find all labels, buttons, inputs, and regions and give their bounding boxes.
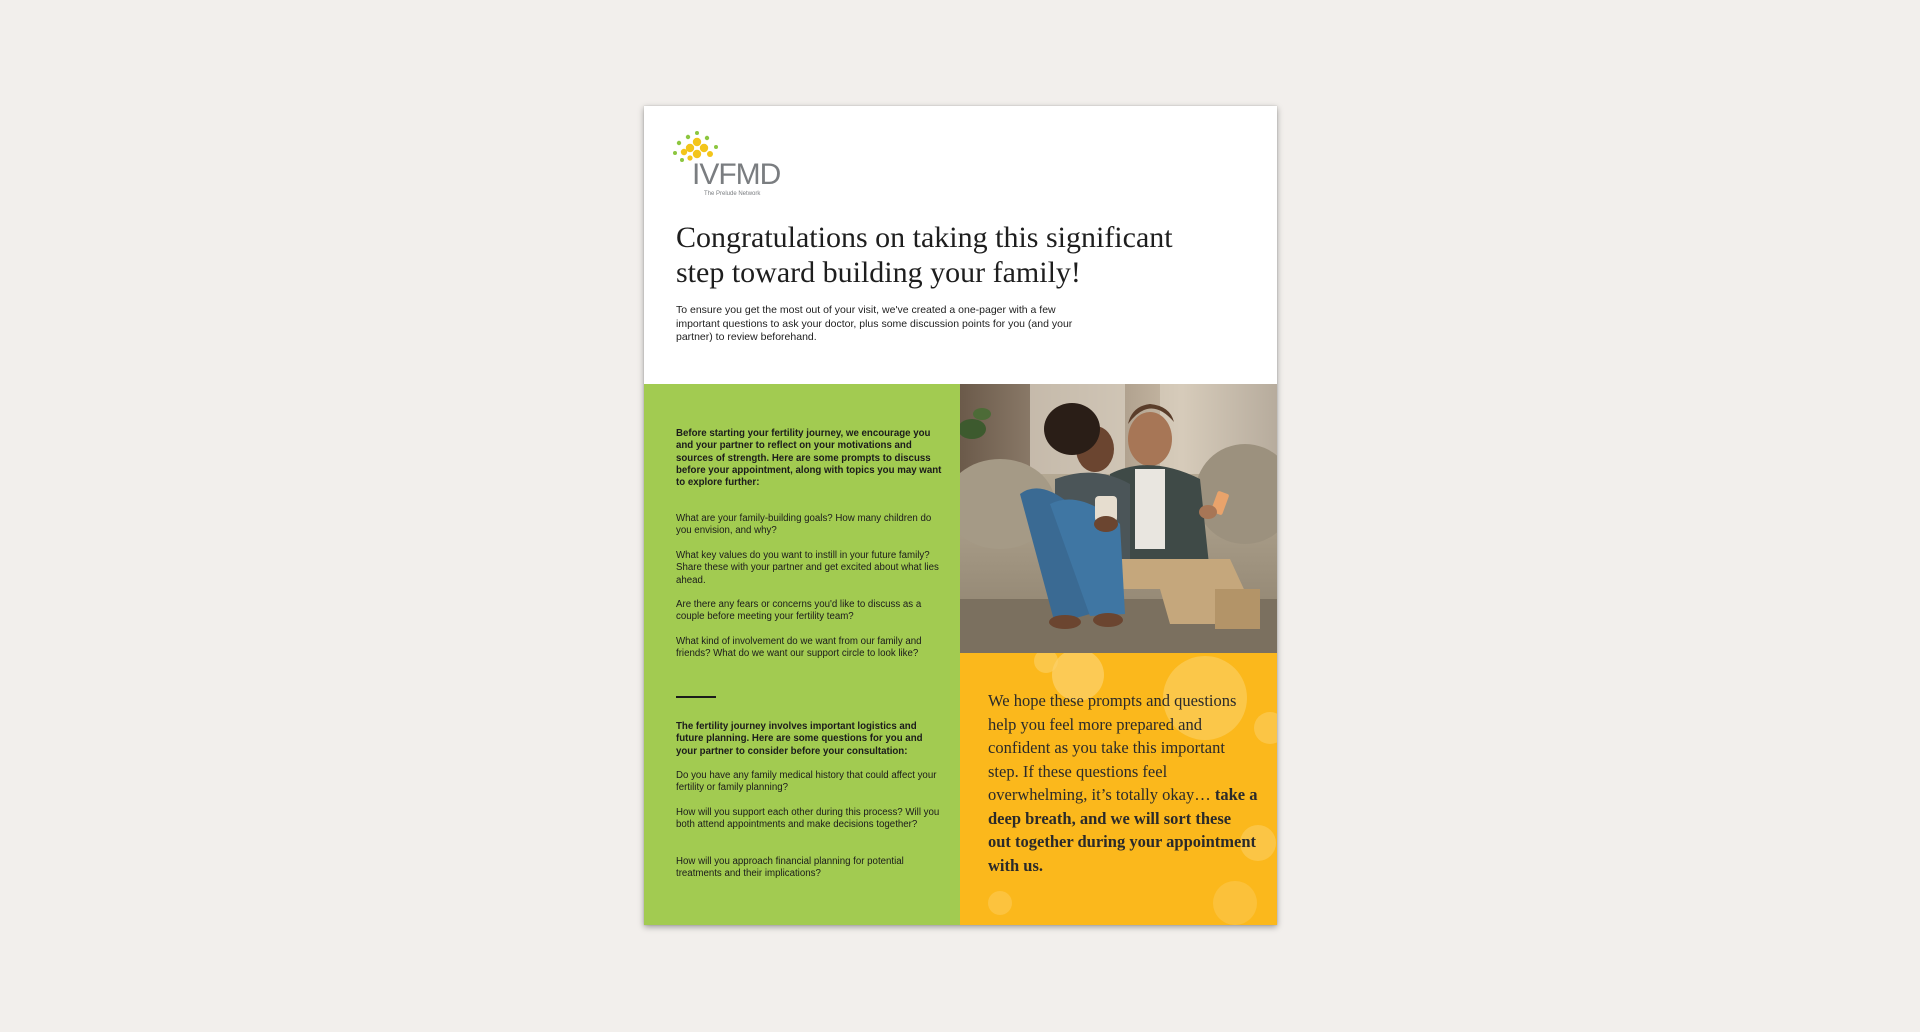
quote-regular: We hope these prompts and questions help you feel more prepared and confident as you take this important step. If these questions feel overwhelming, it’s totally okay… — [988, 691, 1237, 804]
planning-question: How will you support each other during this process? Will you both attend appointments and make decisions together? — [676, 807, 940, 831]
logo-wordmark: IVFMD — [692, 158, 781, 191]
couple-on-sofa-photo — [960, 384, 1277, 653]
reflection-lead: Before starting your fertility journey, we encourage you and your partner to reflect on your motivations and sources of strength. Here are some prompts to discuss before your appointment, along with topics you may want to explore further: — [676, 428, 942, 489]
planning-question: Do you have any family medical history that could affect your fertility or family planning? — [676, 770, 937, 794]
closing-quote-box — [960, 653, 1277, 925]
closing-quote — [988, 689, 1258, 877]
reflection-prompt: Are there any fears or concerns you'd like to discuss as a couple before meeting your fertility team? — [676, 599, 922, 623]
section-divider — [676, 696, 716, 698]
reflection-prompt: What are your family-building goals? How many children do you envision, and why? — [676, 513, 932, 537]
ivfmd-logo — [670, 130, 780, 200]
logo-tagline: The Prelude Network — [704, 191, 761, 197]
intro-paragraph: To ensure you get the most out of your visit, we've created a one-pager with a few important questions to ask your doctor, plus some discussion points for you (and your partner) to review beforehand. — [676, 304, 1073, 343]
prompts-column — [644, 384, 960, 925]
flyer-page — [644, 106, 1277, 925]
quote-bold: take a deep breath, and we will sort these out together during your appointment with us. — [988, 785, 1258, 875]
reflection-prompt: What key values do you want to instill in your future family? Share these with your partner and get excited about what lies ahead. — [676, 550, 939, 586]
reflection-prompt: What kind of involvement do we want from our family and friends? What do we want our support circle to look like? — [676, 636, 922, 660]
planning-lead: The fertility journey involves important logistics and future planning. Here are some questions for you and your partner to consider before your consultation: — [676, 721, 923, 757]
page-headline: Congratulations on taking this significant step toward building your family! — [676, 221, 1173, 289]
planning-question: How will you approach financial planning for potential treatments and their implications? — [676, 856, 904, 880]
